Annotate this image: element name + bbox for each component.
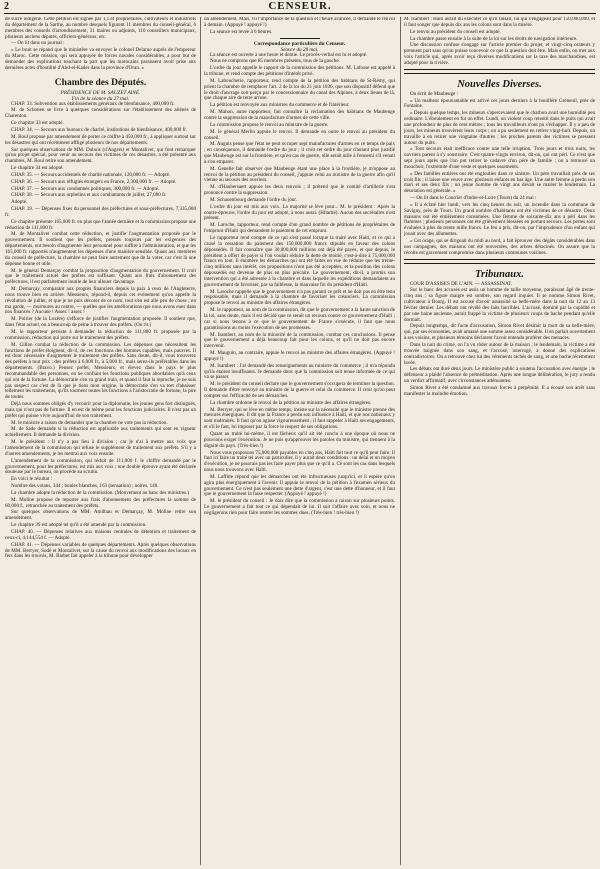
paragraph: Le rapporteur rend compte de ce qui s'est passé lorsque la traité avec Haïti, et ce qui a causé la cessation du paiement des 150,000,000 francs stipulés en faveur des colons dépossédés. Il fait connaître que 30,000,000 millions ont déjà été payés, et que depuis, le président a offert de payer si l'on voulait réduire la dette de moitié, c'est-à-dire à 75,000,000 francs en tout. Il énumère les démarches qui ont été faites en vue de réduire que les trente-cinq millions sans intérêt, ces propositions n'ont pas été acceptées, et la position des colons dépossédés est devenue de plus en plus précaire. Le gouvernement, dit-il, a promis son intervention qui a été adressée à la chambre et dans laquelle les expéditions demandaient au gouvernement de favoriser, par sa faiblesse, la mauvaise foi du président d'Haïti. <box>204 235 395 288</box>
page-number: 2 <box>4 1 9 12</box>
paragraph: Simon Rivet a été condamné aux travaux forcés à perpétuité. Il a écouté son arrêt sans manifester la moindre émotion. <box>404 384 595 397</box>
paragraph: Le chapitre 39 est adopté tel qu'il a été amendé par la commission. <box>11 522 147 529</box>
paragraph: Nous vous proposons 75,000,000 payables en cinq ans, Haïti fait tout ce qu'il peut faire. Il faut ici faire un traité tel avec un particulier, il y aurait deux conditions : un délai et un moyen d'exécution, je ne pourrais pas les faire payer plus que ce qu'il a. Ce sont les cas dans lesquels nous nous trouvons avec Haïti. <box>204 449 395 474</box>
section-rule <box>404 69 595 74</box>
paragraph: CHAP. 39. — Dépenses fixes du personnel des préfectures et sous-préfectures, 7,335,000 fr. <box>5 206 196 218</box>
paragraph: M. le président du conseil : Je dois dire que la commission a raison sur plusieurs points. Le gouvernement a fait tout ce qui dépendait de lui. Il suit l'affaire avec soin, et nous ne négligerons rien pour faire rentrer les sommes dues. (Très-bien ! très-bien !) <box>204 498 395 516</box>
paragraph: « Cet orage, qui se dirigeait du midi au nord, a fait éprouver des dégâts considérables dans nos campagnes, des maisons ont été renversées, des arbres déracinés. On assure que la récolte est gravement compromise dans plusieurs communes voisines. <box>404 238 595 256</box>
paragraph: — On lit dans le Courrier d'Indre-et-Loire (Tours) du 24 mai : <box>410 195 537 202</box>
paragraph: de sucre indigène. Cette pétition est signée par 1,134 propriétaires, cultivateurs et industriels du département de la Sarthe, au nombre desquels figurent 11 membres du conseil-général, 6 membres des conseils d'arrondissement, 31 maires ou adjoints, 110 conseillers municipaux, plusieurs anciens députés, officiers-généraux, etc. <box>5 17 196 40</box>
paragraph: L'ordre du jour est mis aux voix. La majorité se lève pour... M. le président : Après la contre-épreuve, l'ordre du jour est adopté, à nous aussi. (Hilarité). Aucun des secrétaires n'est présent. <box>204 203 395 222</box>
paragraph: CHAP. 36. — Secours aux réfugiés étrangers en France, 2,300,000 fr. — Adopté. <box>11 178 177 185</box>
paragraph: M. le général Demarçay combat la proposition d'augmentation du gouvernement. Il croit que le traitement actuel des préfets est suffisant. Quant aux frais d'abonnement des préfectures, il est parfaitement inutile de leur allouer davantage. <box>5 267 196 286</box>
paragraph: — On lit dans un journal : <box>11 40 65 47</box>
paragraph: La chambre passe ensuite à la suite de la loi sur les droits de navigation intérieure. <box>410 35 578 42</box>
paragraph: CHAP. 40. — Dépenses relatives aux maisons centrales de détention et traitement de ceux-ci, 4,144,554 f. — Adopté. <box>5 528 196 541</box>
paragraph: M. le président : Il n'y a pas lieu à division ; car je n'ai à mettre aux voix que l'amendement de la commission qui refuse le supplément de traitement aux préfets. S'il y a d'autres amendements, je les mettrai aux voix ensuite. <box>5 439 196 457</box>
section-title-tribunaux: Tribunaux. <box>475 268 524 280</box>
paragraph: On écrit de Maubeuge : <box>410 90 459 97</box>
section-rule <box>404 259 595 264</box>
paragraph: « Il a éclaté hier lundi, vers les cinq heures du soir, un incendie dans la commune de Savigny, près de Tours. Un grand nombre d'habitants ont été victimes de ce désastre. Deux maisons ont été entièrement consumées. Une femme de soixante-dix ans a péri dans les flammes ; plusieurs personnes ont été grièvement blessées en portant secours. Les pertes sont évaluées à plus de trente mille francs. Le feu a pris, dit-on, par l'imprudence d'un enfant qui jouait avec des allumettes. <box>404 201 595 238</box>
divider <box>280 38 320 39</box>
paragraph: Le renvoi au président du conseil est adopté. <box>410 28 501 35</box>
header-rule <box>4 13 596 14</box>
paragraph: Le chapitre 34 est adopté. <box>11 165 64 172</box>
column-divider <box>400 17 401 865</box>
paragraph: Sur quelques observations de MM. Amilhau et Demarçay, M. Moline retire son amendement. <box>5 509 196 522</box>
paragraph: M. Isambert : J'ai demandé des renseignements au ministre du commerce ; il m'a répondu qu'ils étaient insuffisants. Je demande donc que la commission soit tenue informée de ce qui va se passer. <box>204 362 395 381</box>
paragraph: M. Demarçay, comparant aux progrès financiers depuis la paix à ceux de l'Angleterre, nous trouve bien en arrière. Messieurs, répond-il, depuis cet événement qu'on appelle la révolution de juillet, et que je ne puis décorer de ce nom, tout s'en est allé peu de chose ; en ma garde, — murmures au centre, — quelles que les améliorations que nous avons eues dans nos finances ? Aucune ! Assez ! assez ! <box>5 286 196 316</box>
section-date: Fin de la séance du 27 mai. <box>71 95 130 102</box>
paragraph: M. Gillon combat la réduction de la commission. Les dépenses que nécessitent les fonctions de préfet éloignent, dit-il, de ces fonctions des hommes capables, mais pauvres. Il est donc nécessaire d'augmenter le traitement des préfets. Sans doute, dit-il, vous trouverez des préfets à tout prix ; des préfets à 6,000 fr., à 5,000 fr., mais serez-ils préférables dans les départements. (Bravo.) Pensez préfet, Messieurs, et élevez dans le pays le plus recommandable des personnes, en ne confiant les fonctions publiques abordables qu'à ceux qui ont de la fortune. La démocratie s'en va grand train, et quand il faut la reproche, je ne suis pas suspect car c'est de là que je tiens mon origine, la démocratie s'en va tort d'abaisser tellement les traitements, qu'ils tournent toutes les fonctions à l'aristocratie de fortune, la pire de toutes. <box>5 341 196 401</box>
paragraph: Sur quelques observations de MM. Dubois (d'Angers) et Montalivet, qui font remarquer qu'un projet spécial, pour venir au secours des victimes de ces désastres, a été présenté aux chambres, M. Boul retire son amendement. <box>5 146 196 165</box>
column-middle <box>204 17 395 865</box>
paragraph: un amendement. Mais, vu l'importance de la question et l'heure avancée, il demande le renvoi à demain. (Appuyé ! appuyé !) <box>204 17 395 28</box>
paragraph: Quant au traité lui-même, il est fâcheux qu'il ait été conclu à une époque où nous ne pouvions exiger l'exécution. Je ne puis qu'approuver les paroles du ministre, qui tiennent à la dignité du pays. (Très-bien !) <box>204 431 395 449</box>
page-header <box>0 0 600 14</box>
paragraph: « Tout secours était inefficace contre une telle irruption. Trois jours et trois nuits, les ouvriers parent à s'y soustraire. C'est quatre-vingts environ, dit-on, qui ont péri. Ce n'est que sept jours après que l'on put retirer le cadavre d'un père de famille ; on a retrouvé un mouchoir, l'extrémité d'une veste et quelques ossements. <box>404 146 595 170</box>
column-left <box>5 17 196 865</box>
section-title: Correspondance particulière du Censeur. <box>253 40 346 47</box>
paragraph: M. Poirier (de la Lozère) s'efforce de justifier l'augmentation proposée. Il soutient que, dans l'état actuel, on a beaucoup de peine à trouver des préfets. (On rit.) <box>5 316 196 329</box>
paragraph: CHAP. 37. — Secours aux condamnés politiques, 300,000 fr. — Adopté. <box>11 185 160 192</box>
paragraph: La pétition est renvoyée aux ministres du commerce et de l'intérieur. <box>210 102 350 109</box>
paragraph: Nombre des votans, 344 ; boules blanches, 163 (sensation) ; noires, 148. <box>11 483 159 490</box>
paragraph: La séance est ouverte à une heure et demie. Le procès-verbal est lu et adopté. <box>210 51 368 58</box>
paragraph: Ce chapitre présente 165,000 fr. en plus que l'année dernière et la commission propose une réduction de 111,800 fr. <box>5 218 196 231</box>
paragraph: M. Isambert : Haïti aurait dû exécuter ce qu'il faisait, lui qui s'engageait pour 150,000,000, et il faut songer que depuis dix ans les colons sont dans la misère. <box>404 17 595 28</box>
column-right <box>404 17 595 865</box>
paragraph: M. Isambert, au nom de la minorité de la commission, combat ces conclusions. Il pense que le gouvernement a déjà beaucoup fait pour les colons, et qu'il ne doit pas encore intervenir. <box>204 331 395 350</box>
paragraph: CHAP. 33. Subvention aux établissements généraux de bienfaisance, 400,000 fr. <box>11 100 175 107</box>
paragraph: L'amendement de la commission, qui réduit de 111,800 f. le chiffre demandé par le gouvernement, pour les préfectures, est mis aux voix ; une double épreuve ayant été déclarée douteuse par le bureau, on procède au scrutin. <box>5 457 196 476</box>
paragraph: M. Mauguin, au contraire, appuie le renvoi au ministre des affaires étrangères. (Appuyé ! appuyé !) <box>204 350 395 362</box>
paragraph: M. de Schonen se livre à quelques considérations sur l'établissement des aliénés de Charenton. <box>5 107 196 120</box>
paragraph: M. Moline propose de reporter aux frais d'abonnement des préfectures la somme de 60,000 f., retranchée au traitement des préfets. <box>5 496 196 509</box>
paragraph: Une discussion confuse s'engage sur l'article premier du projet, et vingt-cinq orateurs y prennent part sans qu'on puisse concevoir ce que la question doit être. Mais enfin, on met aux voix l'article qui, après avoir reçu diverses modifications sur la taxe des marchandises, est adopté pour la rivière. <box>404 42 595 66</box>
paragraph: M. le rapporteur, au nom de la commission, dit que le gouvernement a la haute sanction de la loi, sans doute, mais il est décidé que ce serait un recours contre ce gouvernement d'Haïti ; car si nous tenons à ce que le gouvernement de France s'exécute, il faut que nous garantissions au moins l'exécution de ses promesses. <box>204 307 395 331</box>
paragraph: « Des familles entières ont été englouties dans ce sinistre. Un père travaillait près de ses trois fils ; il laisse une veuve avec plusieurs enfants en bas âge. Une autre femme a perdu son mari et ses deux fils ; un jeune homme de vingt ans devait se marier le lendemain. La désolation est générale. » <box>404 170 595 195</box>
paragraph: Dans la nuit du crime, on l'a vu rôder autour de la maison ; le lendemain, la victime a été trouvée baignée dans son sang, et l'accusé, interrogé, a donné des explications contradictoires. On a retrouvé chez lui des vêtements tachés de sang, et une hache récemment lavée. <box>404 341 595 366</box>
paragraph: Depuis longtemps, dit l'acte d'accusation, Simon Rivet désirait la mort de sa belle-mère, qui, par ses économies, avait amassé une somme assez considérable. Il en parlait ouvertement à ses voisins, et plusieurs témoins déclarent l'avoir entendu proférer des menaces. <box>404 323 595 342</box>
paragraph: M. Berryer, qui se lève en même temps, insiste sur la nécessité que le ministre prenne des mesures énergiques. Il dit que la France a perdu son influence à Haïti, et que nos nationaux y sont maltraités. Il faut qu'on agisse vigoureusement ; il faut rappeler à Haïti ses engagements, et s'il le faut, lui imposer par la force le respect de ses obligations. <box>204 406 395 431</box>
paragraph: M. Schauenbourg demande l'ordre du jour. <box>210 196 297 203</box>
paragraph: CHAP. 38. — Secours aux orphelins et aux combattants de juillet, 27,000 fr. <box>11 192 167 199</box>
paragraph: M. le président du conseil déclare que le gouvernement s'occupera de terminer la question. Il demande d'être renvoyé au ministre de la guerre et celui du commerce. Il croit qu'on peut compter sur l'efficacité de ses démarches. <box>204 381 395 399</box>
paragraph: CHAP. 34. — Secours aux bureaux de charité, institutions de bienfaisance, 400,000 fr. <box>11 126 187 133</box>
paragraph: « Un malheur épouvantable est arrivé ces jours derniers à la houillère Gréneuil, près de Fontaine. <box>404 97 595 110</box>
paragraph: CHAP. 41. — Dépenses variables de quelques départements. Après quelques observations de MM. Berryer, Sodé et Montalivet, sur la cause du renvoi aux modifications des locaux en fers dans les trouvés, M. Barbet fait appeler à la tribune pour développer <box>5 541 196 560</box>
paragraph: Adopté. <box>11 199 28 206</box>
paragraph: M. Genelle fait observer que Maubeuge étant une place à la frontière, je m'oppose au renvoi de la pétition au président du conseil, j'appuie celui au ministre de la guerre afin qu'il vienne au secours des ouvriers. <box>204 165 395 184</box>
paragraph: « Le bruit se répand que le ministère va envoyer le colonel Delarue auprès de l'empereur du Maroc. Cette mission, qui sera appuyée de forces navales considérables, a pour but de demander des explications touchant la part que les marocains paraissent avoir prise aux dernières actes d'hostilité d'Abd-el-Kader dans la province d'Oran. » <box>5 47 196 71</box>
section-title: Chambre des Députés. <box>54 77 147 88</box>
paragraph: M. de Montalivet combat cette réduction, et justifie l'augmentation proposée par le gouvernement. Il soutient que les préfets, pressés toujours par les exigences des départements, ont besoin d'augmenter leur personnel pour suffire à l'administration, et que les 165,000 fr. rapportés n'augmentent les dépenses d'une manière sensible. Quant aux membres du conseil de préfecture, la chambre ne peut faire autrement que de la voter, car c'est là une dépense bonne et utile. <box>5 231 196 267</box>
paragraph: M. d'Haubersaert appuie les deux renvois ; il prétend que le comité d'artillerie s'est prononcé contre la suppression. <box>204 184 395 197</box>
paragraph: La séance est levée à 6 heures. <box>210 28 273 35</box>
paragraph: En voici le résultat : <box>11 476 53 483</box>
paragraph: M. Laroche, rapporteur, rend compte d'un grand nombre de pétitions de propriétaires de l'emprunt d'Haïti qui demandent le paiement de cet emprunt. <box>204 222 395 235</box>
paragraph: La commission propose le renvoi au ministre de la guerre. <box>210 121 329 128</box>
paragraph: L'ordre du jour appelle le rapport de la commission des pétitions. M. Lafosse est appelé à la tribune, et rend compte des pétitions d'intérêt privé. <box>204 65 395 78</box>
paragraph: COUR D'ASSISES DE L'AIN. — ASSASSINAT. <box>410 280 513 287</box>
paragraph: « Depuis quelque temps, les mineurs s'apercevaient que le charbon avait une humidité peu ordinaire. L'éboulement en fut un effet. Lundi, un violent coup retentit dans le puits qui avait une profondeur de plus de cent mètres ; tous les travailleurs n'ont pu s'échapper. Il y a peu de jours, les mineurs trouvèrent leurs corps ; on a pu seulement en retirer vingt-huit. Depuis, on travaille à en retirer une vingtaine d'autres ; les proches parents des victimes se pressent autour du puits. <box>404 110 595 146</box>
paragraph: Nous ne comptons que 85 membres présents, tous de la gauche. <box>210 58 340 65</box>
paragraph: Ce chapitre 33 est adopté. <box>11 120 64 127</box>
paragraph: M. le général Merlin appuie le renvoi. Il demande en outre le renvoi au président du conseil. <box>204 128 395 141</box>
paragraph: M. Auguis pense que l'état ne peut occuper sept manufactures d'armes en ce temps de paix ; en conséquence, il demande l'ordre du jour ; il croit cet ordre du jour d'autant plus justifié que Maubeuge est sur la frontière, et qu'en cas de guerre, elle serait utile à l'ennemi s'il venait à s'en emparer. <box>204 141 395 165</box>
column-divider <box>200 17 201 865</box>
paragraph: Sur le banc des accusés est assis un homme de taille moyenne, paraissant âgé de trente-cinq ans ; sa figure maigre est sombre, son regard inquiet. Il se nomme Simon Rivet, cultivateur à Bourg. Il est accusé d'avoir assassiné sa belle-mère dans la nuit du 12 au 13 février dernier. Les débats ont révélé des faits horribles. L'accusé, dominé par la cupidité et par une haine ancienne, aurait frappé la victime de plusieurs coups de hache pendant qu'elle dormait. <box>404 287 595 323</box>
section-date: Séance du 28 mai. <box>280 46 319 53</box>
paragraph: M. Laffitte répond que les démarches ont été infructueuses jusqu'ici, et il espère qu'on agira plus énergiquement à l'avenir. Il appuie le renvoi de la pétition à l'examen sérieux du gouvernement. Ce n'est pas seulement une dette d'argent, c'est une dette d'honneur, et il faut que le gouvernement la fasse respecter. (Appuyé ! appuyé !) <box>204 473 395 498</box>
section-title: Nouvelles Diverses. <box>457 78 542 90</box>
paragraph: M. Laboucherie, rapporteur, rend compte de la pétition des habitans de St-Rémy, qui prient la chambre de remplacer l'art. 2 de la loi du 21 juin 1836, que son dispositif défend que le droit d'ancrage soit perçu par le concessionnaire du canal des Alpines, à deux lieues de là, que chaque aire de terre arrose. <box>204 77 395 102</box>
paragraph: M. de Sade demande si la réduction est applicable aux traitements qui sont en vigueur actuellement. Il demande la division. <box>5 426 196 439</box>
paragraph: M. le ministre a raison de demander que la chambre ne vote pas la réduction. <box>11 419 168 426</box>
paragraph: M. Mahon, autre rapporteur, fait connaître la réclamation des habitans de Maubeuge contre la suppression de la manufacture d'armes de cette ville. <box>204 109 395 121</box>
section-presidency: PRÉSIDENCE DE M. SAUZET AINÉ. <box>60 89 141 96</box>
paragraph: La chambre ordonne le renvoi de la pétition au ministre des affaires étrangères. <box>210 399 372 406</box>
paragraph: CHAP. 35. — Secours accidentels de charité nationale, 120,000 fr. — Adopté. <box>11 171 171 178</box>
masthead-title: CENSEUR. <box>268 0 332 12</box>
paragraph: M. Laroche rappelle que le gouvernement n'a pas garanti ce prêt et ne doit pas en être tenu responsable, mais il demande à la chambre de favoriser les créanciers. La commission propose le renvoi au ministre des affaires étrangères. <box>204 288 395 307</box>
paragraph: Les débats ont duré deux jours. Le ministère public a soutenu l'accusation avec énergie ; le défenseur a plaidé l'absence de préméditation. Après une longue délibération, le jury a rendu un verdict affirmatif, avec circonstances atténuantes. <box>404 366 595 385</box>
paragraph: Déjà nous sommes obligés d'y recourir pour la diplomatie, les jeunes gens fort distingués, mais qui n'ont pas de fortune. Il en est de même pour les fonctions judiciaires. Il n'est pas un préfet qui puisse vivre aujourd'hui de son traitement. <box>5 401 196 419</box>
paragraph: M. Boul propose par amendement de porter ce chiffre à 450,000 fr., à appliquer surtout sur les désastres qui ont récemment affligé plusieurs de nos départements. <box>5 133 196 146</box>
paragraph: La chambre adopte la réduction de la commission. (Mouvement au banc des ministres.) <box>11 489 190 496</box>
paragraph: M. le rapporteur persiste à demander la réduction de 111,800 fr. proposée par la commission, réduction qui porte sur le traitement des préfets. <box>5 328 196 341</box>
